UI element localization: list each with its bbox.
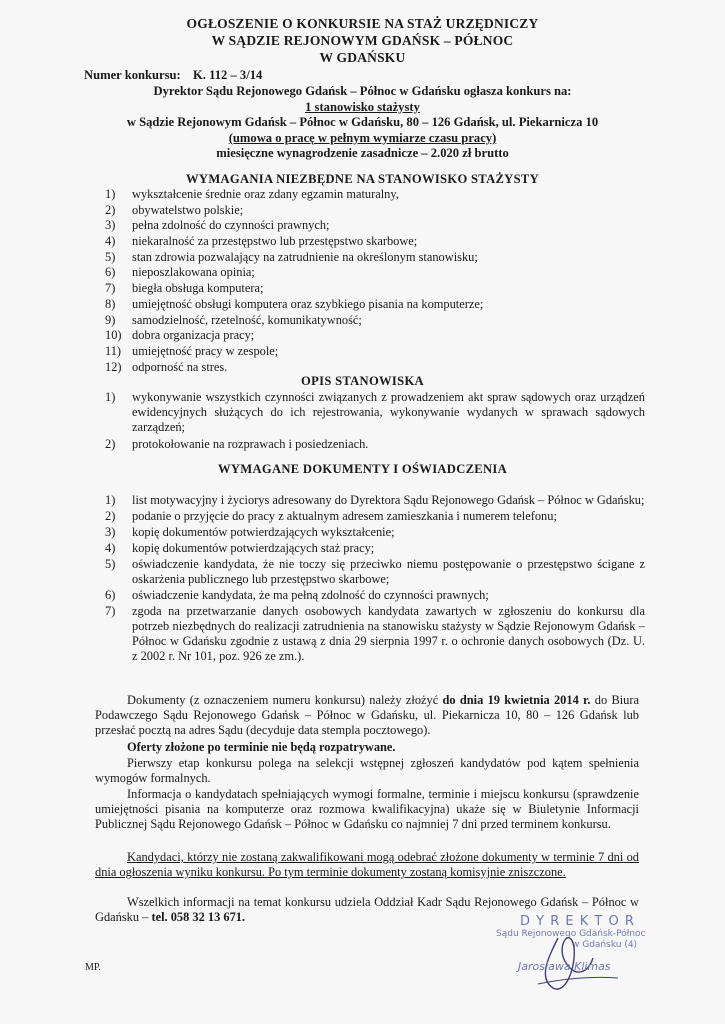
- director-stamp-city: w Gdańsku (4): [572, 940, 638, 950]
- requirements-title: WYMAGANIA NIEZBĘDNE NA STANOWISKO STAŻYSTY: [186, 172, 539, 186]
- late-offers-note: Oferty złożone po terminie nie będą rozpatrywane.: [127, 740, 396, 754]
- list-item: 7) zgoda na przetwarzanie danych osobowych kandydata zawartych w zgłoszeniu do konkursu dla potrzeb niezbędnych do realizacji zatrudnienia na stanowisku stażysty w Sądzie Rejonowym Gdańsk – Północ w Gdańsku zgodnie z ustawą z dnia 29 sierpnia 1997 r. o ochronie danych osobowych (Dz. U. z 2002 r. Nr 101, poz. 926 ze zm.).: [105, 604, 645, 663]
- list-item: 12) odporność na stres.: [105, 359, 228, 374]
- list-item: 2) podanie o przyjęcie do pracy z aktualnym adresem zamieszkania i numerem telefonu;: [105, 509, 557, 523]
- contact-phone: tel. 058 32 13 671.: [151, 910, 246, 924]
- footer-mp: MP.: [85, 962, 101, 973]
- court-address: w Sądzie Rejonowym Gdańsk – Północ w Gdańsku, 80 – 126 Gdańsk, ul. Piekarnicza 10: [126, 115, 599, 129]
- contact-paragraph: Wszelkich informacji na temat konkursu udziela Oddział Kadr Sądu Rejonowego Gdańsk – Północ w Gdańsku – tel. 058 32 13 671.: [95, 895, 639, 924]
- list-item: 1) wykonywanie wszystkich czynności związanych z prowadzeniem akt spraw sądowych oraz urządzeń ewidencyjnych służących do ich rejestrowania, wykonywanie wydanych w sprawach sądowych zarządzeń;: [105, 390, 645, 434]
- list-item: 10) dobra organizacja pracy;: [105, 328, 255, 343]
- competition-number: [84, 68, 262, 83]
- list-item: 3) pełna zdolność do czynności prawnych;: [105, 218, 330, 233]
- director-stamp-title: D Y R E K T O R: [520, 914, 635, 929]
- description-title: OPIS STANOWISKA: [301, 374, 424, 388]
- list-item: 1) list motywacyjny i życiorys adresowany do Dyrektora Sądu Rejonowego Gdańsk – Północ w Gdańsku;: [105, 493, 645, 507]
- list-item: 3) kopię dokumentów potwierdzających wykształcenie;: [105, 525, 395, 539]
- list-item: 5) oświadczenie kandydata, że nie toczy się przeciwko niemu postępowanie o przestępstwo ścigane z oskarżenia publicznego lub przestępstwo skarbowe;: [105, 557, 645, 586]
- list-item: 5) stan zdrowia pozwalający na zatrudnienie na określonym stanowisku;: [105, 249, 478, 264]
- competition-number-value: K. 112 – 3/14: [193, 68, 263, 82]
- announcement: Dyrektor Sądu Rejonowego Gdańsk – Północ w Gdańsku ogłasza konkurs na:: [153, 84, 572, 98]
- header-line-1: OGŁOSZENIE O KONKURSIE NA STAŻ URZĘDNICZY: [186, 16, 539, 31]
- salary: miesięczne wynagrodzenie zasadnicze – 2.020 zł brutto: [216, 146, 509, 160]
- position-title: 1 stanowisko stażysty: [305, 100, 420, 114]
- list-item: 2) obywatelstwo polskie;: [105, 202, 244, 217]
- deadline-date: do dnia 19 kwietnia 2014 r.: [442, 693, 591, 707]
- signature-scribble: [518, 918, 628, 998]
- list-item: 2) protokołowanie na rozprawach i posiedzeniach.: [105, 437, 369, 451]
- list-item: 11) umiejętność pracy w zespole;: [105, 343, 279, 358]
- header-line-3: W GDAŃSKU: [319, 50, 406, 65]
- documents-list: [105, 493, 645, 664]
- list-item: 9) samodzielność, rzetelność, komunikatywność;: [105, 312, 362, 327]
- list-item: 6) oświadczenie kandydata, że ma pełną zdolność do czynności prawnych;: [105, 588, 489, 602]
- description-list: [105, 390, 645, 452]
- information-paragraph: Informacja o kandydatach spełniających wymogi formalne, terminie i miejscu konkursu (sprawdzenie umiejętności pisania na komputerze oraz rozmowa kwalifikacyjna) ukaże się w Biuletynie Informacji Publicznej Sądu Rejonowego Gdańsk – Północ w Gdańsku co najmniej 7 dni przed terminem konkursu.: [95, 787, 639, 831]
- list-item: 4) kopię dokumentów potwierdzających staż pracy;: [105, 541, 375, 555]
- list-item: 7) biegła obsługa komputera;: [105, 281, 264, 296]
- director-signature-name: Jarosława Klimas: [518, 960, 611, 973]
- contract-type: (umowa o pracę w pełnym wymiarze czasu pracy): [228, 131, 497, 145]
- director-stamp-court: Sądu Rejonowego Gdańsk-Północ: [496, 929, 646, 939]
- list-item: 1) wykształcenie średnie oraz zdany egzamin maturalny,: [105, 187, 399, 201]
- unqualified-candidates-paragraph: Kandydaci, którzy nie zostaną zakwalifikowani mogą odebrać złożone dokumenty w terminie 7 dni od dnia ogłoszenia wyniku konkursu. Po tym terminie dokumenty zostaną komisyjnie zniszczone.: [95, 850, 639, 879]
- first-stage-paragraph: Pierwszy etap konkursu polega na selekcji wstępnej zgłoszeń kandydatów pod kątem spełnienia wymogów formalnych.: [95, 756, 639, 785]
- header-line-2: W SĄDZIE REJONOWYM GDAŃSK – PÓŁNOC: [211, 33, 514, 48]
- list-item: 8) umiejętność obsługi komputera oraz szybkiego pisania na komputerze;: [105, 296, 484, 311]
- requirements-list: [105, 187, 645, 375]
- documents-title: WYMAGANE DOKUMENTY I OŚWIADCZENIA: [218, 462, 507, 476]
- list-item: 6) nieposzlakowana opinia;: [105, 265, 255, 280]
- list-item: 4) niekaralność za przestępstwo lub przestępstwo skarbowe;: [105, 234, 418, 249]
- deadline-paragraph: Dokumenty (z oznaczeniem numeru konkursu) należy złożyć do dnia 19 kwietnia 2014 r. do Biura Podawczego Sądu Rejonowego Gdańsk – Północ w Gdańsku, ul. Piekarnicza 10, 80 – 126 Gdańsk lub przesłać pocztą na adres Sądu (decyduje data stempla pocztowego).: [95, 693, 639, 737]
- competition-number-label: Numer konkursu:: [84, 68, 181, 82]
